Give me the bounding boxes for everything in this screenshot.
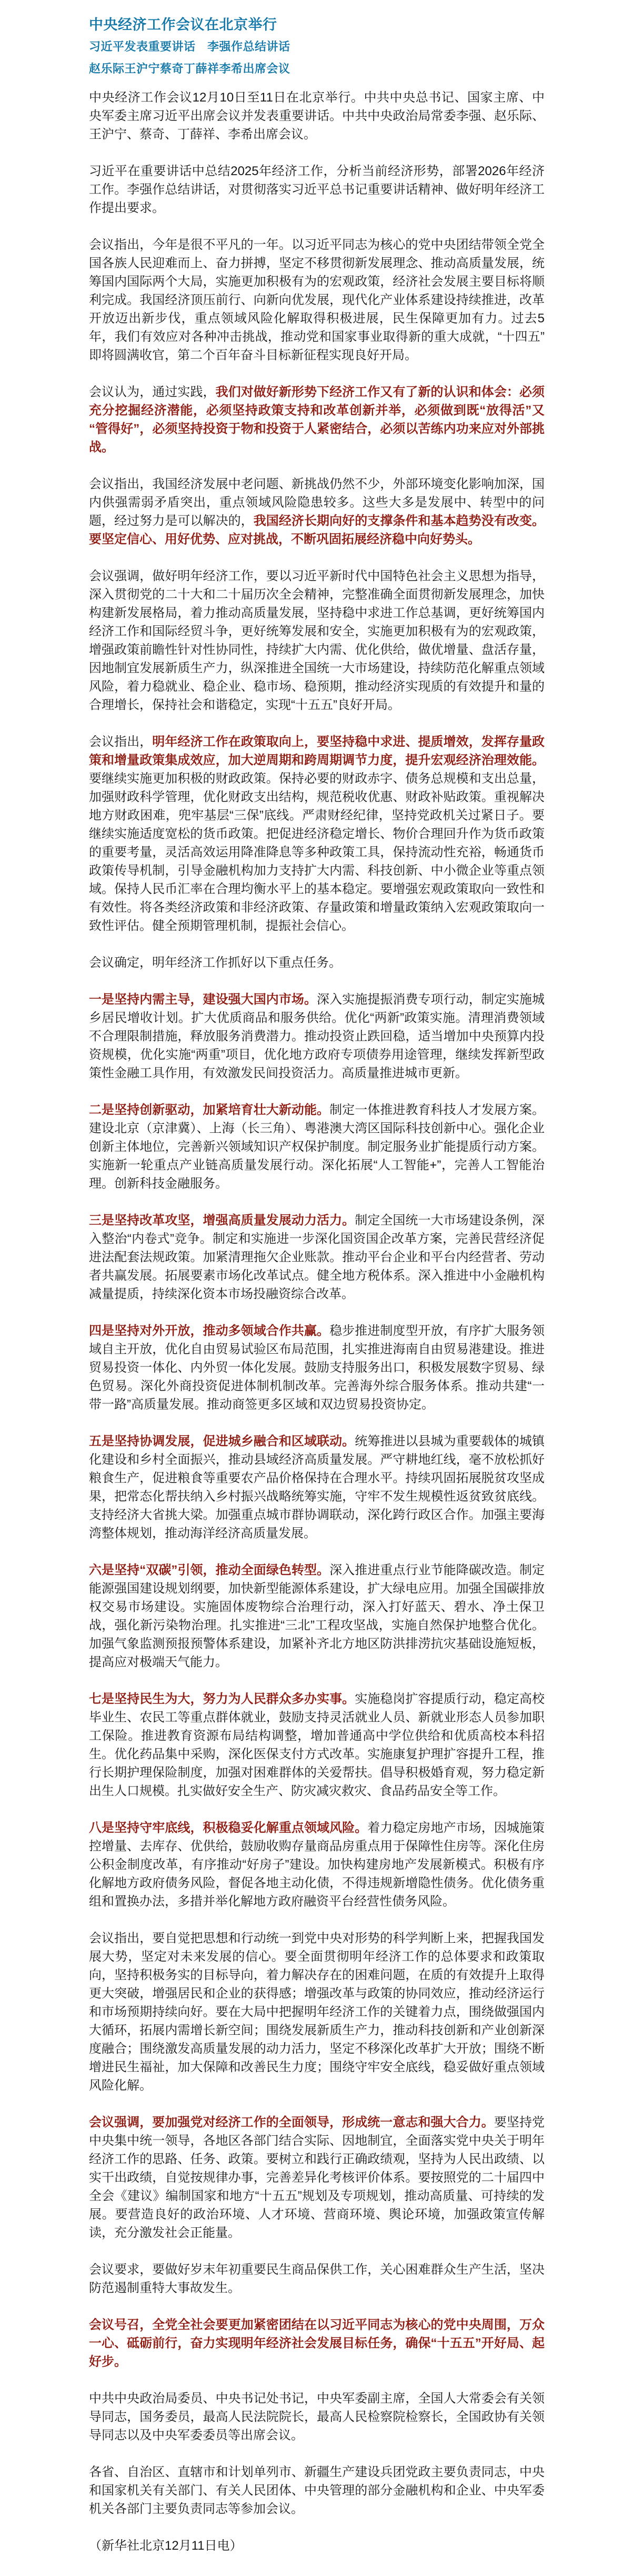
emphasis-segment: 会议号召，全党全社会要更加紧密团结在以习近平同志为核心的党中央周围，万众一心、砥砺前行，奋力实现明年经济社会发展目标任务，确保“十五五”开好局、起好步。 <box>89 2318 545 2369</box>
text-segment: 会议认为，通过实践， <box>89 385 216 399</box>
text-segment: 制定全国统一大市场建设条例，深入整治“内卷式”竞争。制定和实施进一步深化国资国企改革方案，完善民营经济促进法配套法规政策。加紧清理拖欠企业账款。推动平台企业和平台内经营者、劳动者共赢发展。拓展要素市场化改革试点。健全地方税体系。深入推进中小金融机构减量提质，持续深化资本市场投融资综合改革。 <box>89 1213 545 1301</box>
text-segment: 习近平在重要讲话中总结2025年经济工作，分析当前经济形势，部署2026年经济工作。李强作总结讲话，对贯彻落实习近平总书记重要讲话精神、做好明年经济工作提出要求。 <box>89 164 545 215</box>
text-segment: 各省、自治区、直辖市和计划单列市、新疆生产建设兵团党政主要负责同志，中央和国家机关有关部门、有关人民团体、中央管理的部分金融机构和企业、中央军委机关各部门主要负责同志等参加会议。 <box>89 2465 545 2516</box>
emphasis-segment: 三是坚持改革攻坚，增强高质量发展动力活力。 <box>89 1213 355 1228</box>
paragraph <box>89 162 545 217</box>
headline-line: 赵乐际王沪宁蔡奇丁薛祥李希出席会议 <box>89 62 290 75</box>
paragraph <box>89 954 545 972</box>
text-segment: 着力稳定房地产市场，因城施策控增量、去库存、优供给，鼓励收购存量商品房重点用于保障性住房等。深化住房公积金制度改革，有序推动“好房子”建设。加快构建房地产发展新模式。积极有序化解地方政府债务风险，督促各地主动化债，不得违规新增隐性债务。优化债务重组和置换办法，多措并举化解地方政府融资平台经营性债务风险。 <box>89 1821 545 1909</box>
text-segment: 会议指出， <box>89 735 153 749</box>
text-segment: 会议指出，要自觉把思想和行动统一到党中央对形势的科学判断上来，把握我国发展大势，坚定对未来发展的信心。要全面贯彻明年经济工作的总体要求和政策取向，坚持积极务实的目标导向，着力解决存在的困难问题，在质的有效提升上取得更大突破，增强居民和企业的获得感；增强改革与政策的协同效应，推动经济运行和市场预期持续向好。要在大局中把握明年经济工作的关键着力点，围绕做强国内大循环，拓展内需增长新空间；围绕发展新质生产力，推动科技创新和产业创新深度融合；围绕激发高质量发展的动力活力，坚定不移深化改革扩大开放；围绕不断增进民生福祉，加大保障和改善民生力度；围绕守牢安全底线，稳妥做好重点领域风险化解。 <box>89 1931 545 2093</box>
paragraph <box>89 2316 545 2371</box>
paragraph <box>89 733 545 935</box>
emphasis-segment: 一是坚持内需主导，建设强大国内市场。 <box>89 992 317 1007</box>
article-headline <box>89 14 545 80</box>
text-segment: 会议强调，做好明年经济工作，要以习近平新时代中国特色社会主义思想为指导，深入贯彻党的二十大和二十届历次全会精神，完整准确全面贯彻新发展理念，加快构建新发展格局，着力推动高质量发展，坚持稳中求进工作总基调，更好统筹国内经济工作和国际经贸斗争，更好统筹发展和安全，实施更加积极有为的宏观政策，增强政策前瞻性针对性协同性，持续扩大内需、优化供给，做优增量、盘活存量，因地制宜发展新质生产力，纵深推进全国统一大市场建设，持续防范化解重点领域风险，着力稳就业、稳企业、稳市场、稳预期，推动经济实现质的有效提升和量的合理增长，保持社会和谐稳定，实现“十五五”良好开局。 <box>89 569 545 712</box>
paragraph <box>89 2389 545 2445</box>
emphasis-segment: 四是坚持对外开放，推动多领域合作共赢。 <box>89 1324 330 1338</box>
paragraph <box>89 567 545 714</box>
headline-line: 习近平发表重要讲话 李强作总结讲话 <box>89 40 290 53</box>
article-body <box>89 88 545 2555</box>
emphasis-segment: 八是坚持守牢底线，积极稳妥化解重点领域风险。 <box>89 1821 368 1835</box>
paragraph <box>89 236 545 364</box>
text-segment: 稳步推进制度型开放，有序扩大服务领域自主开放，优化自由贸易试验区布局范围，扎实推进海南自由贸易港建设。推进贸易投资一体化、内外贸一体化发展。鼓励支持服务出口，积极发展数字贸易、绿色贸易。深化外商投资促进体制机制改革。完善海外综合服务体系。推动共建“一带一路”高质量发展。推动商签更多区域和双边贸易投资协定。 <box>89 1324 545 1412</box>
paragraph <box>89 1322 545 1414</box>
paragraph <box>89 2113 545 2242</box>
paragraph <box>89 1819 545 1911</box>
text-segment: 中央经济工作会议12月10日至11日在北京举行。中共中央总书记、国家主席、中央军委主席习近平出席会议并发表重要讲话。中共中央政治局常委李强、赵乐际、王沪宁、蔡奇、丁薛祥、李希出席会议。 <box>89 90 545 141</box>
paragraph <box>89 2463 545 2518</box>
text-segment: 实施稳岗扩容提质行动，稳定高校毕业生、农民工等重点群体就业，鼓励支持灵活就业人员、新就业形态人员参加职工保险。推进教育资源布局结构调整，增加普通高中学位供给和优质高校本科招生。优化药品集中采购，深化医保支付方式改革。实施康复护理扩容提升工程，推行长期护理保险制度，加强对困难群体的关爱帮扶。倡导积极婚育观，努力稳定新出生人口规模。扎实做好安全生产、防灾减灾救灾、食品药品安全等工作。 <box>89 1692 545 1798</box>
text-segment: 要继续实施更加积极的财政政策。保持必要的财政赤字、债务总规模和支出总量，加强财政科学管理，优化财政支出结构，规范税收优惠、财政补贴政策。重视解决地方财政困难，兜牢基层“三保”底线。严肃财经纪律，坚持党政机关过紧日子。要继续实施适度宽松的货币政策。把促进经济稳定增长、物价合理回升作为货币政策的重要考量，灵活高效运用降准降息等多种政策工具，保持流动性充裕，畅通货币政策传导机制，引导金融机构加力支持扩大内需、科技创新、中小微企业等重点领域。保持人民币汇率在合理均衡水平上的基本稳定。要增强宏观政策取向一致性和有效性。将各类经济政策和非经济政策、存量政策和增量政策纳入宏观政策取向一致性评估。健全预期管理机制，提振社会信心。 <box>89 772 545 933</box>
emphasis-segment: 七是坚持民生为大，努力为人民群众多办实事。 <box>89 1692 355 1706</box>
paragraph <box>89 1561 545 1671</box>
emphasis-segment: 六是坚持“双碳”引领，推动全面绿色转型。 <box>89 1563 330 1577</box>
text-segment: 深入推进重点行业节能降碳改造。制定能源强国建设规划纲要，加快新型能源体系建设，扩大绿电应用。加强全国碳排放权交易市场建设。实施固体废物综合治理行动，深入打好蓝天、碧水、净土保卫战，强化新污染物治理。扎实推进“三北”工程攻坚战，实施自然保护地整合优化。加强气象监测预报预警体系建设，加紧补齐北方地区防洪排涝抗灾基础设施短板，提高应对极端天气能力。 <box>89 1563 545 1669</box>
emphasis-segment: 二是坚持创新驱动，加紧培育壮大新动能。 <box>89 1103 330 1117</box>
emphasis-segment: 五是坚持协调发展，促进城乡融合和区域联动。 <box>89 1434 355 1448</box>
emphasis-segment: 明年经济工作在政策取向上，要坚持稳中求进、提质增效，发挥存量政策和增量政策集成效应，加大逆周期和跨周期调节力度，提升宏观经济治理效能。 <box>89 735 545 767</box>
text-segment: 要坚持党中央集中统一领导，各地区各部门结合实际、因地制宜，全面落实党中央关于明年经济工作的思路、任务、政策。要树立和践行正确政绩观，坚持为人民出政绩、以实干出政绩，自觉按规律办事，完善差异化考核评价体系。要按照党的二十届四中全会《建议》编制国家和地方“十五五”规划及专项规划，推动高质量、可持续的发展。要营造良好的政治环境、人才环境、营商环境、舆论环境，加强政策宣传解读，充分激发社会正能量。 <box>89 2115 545 2240</box>
paragraph <box>89 1690 545 1800</box>
paragraph <box>89 88 545 144</box>
paragraph <box>89 1929 545 2095</box>
text-segment: 会议要求，要做好岁末年初重要民生商品保供工作，关心困难群众生产生活，坚决防范遏制重特大事故发生。 <box>89 2263 545 2295</box>
text-segment: 深入实施提振消费专项行动，制定实施城乡居民增收计划。扩大优质商品和服务供给。优化“两新”政策实施。清理消费领域不合理限制措施，释放服务消费潜力。推动投资止跌回稳，适当增加中央预算内投资规模，优化实施“两重”项目，优化地方政府专项债券用途管理，继续发挥新型政策性金融工具作用，有效激发民间投资活力。高质量推进城市更新。 <box>89 992 545 1080</box>
paragraph <box>89 1432 545 1543</box>
emphasis-segment: 会议强调，要加强党对经济工作的全面领导，形成统一意志和强大合力。 <box>89 2115 494 2129</box>
text-segment: 制定一体推进教育科技人才发展方案。建设北京（京津冀）、上海（长三角）、粤港澳大湾区国际科技创新中心。强化企业创新主体地位，完善新兴领域知识产权保护制度。制定服务业扩能提质行动方案。实施新一轮重点产业链高质量发展行动。深化拓展“人工智能+”，完善人工智能治理。创新科技金融服务。 <box>89 1103 545 1191</box>
emphasis-segment: 我们对做好新形势下经济工作又有了新的认识和体会：必须充分挖掘经济潜能，必须坚持政策支持和改革创新并举，必须做到既“放得活”又“管得好”，必须坚持投资于物和投资于人紧密结合，必须以苦练内功来应对外部挑战。 <box>89 385 545 454</box>
text-segment: 中共中央政治局委员、中央书记处书记，中央军委副主席，全国人大常委会有关领导同志，国务委员，最高人民法院院长，最高人民检察院检察长，全国政协有关领导同志以及中央军委委员等出席会议。 <box>89 2391 545 2442</box>
text-segment: （新华社北京12月11日电） <box>89 2539 243 2553</box>
text-segment: 统筹推进以县城为重要载体的城镇化建设和乡村全面振兴，推动县域经济高质量发展。严守耕地红线，毫不放松抓好粮食生产，促进粮食等重要农产品价格保持在合理水平。持续巩固拓展脱贫攻坚成果，把常态化帮扶纳入乡村振兴战略统筹实施，守牢不发生规模性返贫致贫底线。支持经济大省挑大梁。加强重点城市群协调联动，深化跨行政区合作。加强主要海湾整体规划，推动海洋经济高质量发展。 <box>89 1434 545 1540</box>
paragraph <box>89 475 545 549</box>
headline-line: 中央经济工作会议在北京举行 <box>89 17 277 33</box>
text-segment: 会议确定，明年经济工作抓好以下重点任务。 <box>89 956 341 970</box>
paragraph <box>89 2260 545 2297</box>
paragraph <box>89 990 545 1082</box>
text-segment: 会议指出，今年是很不平凡的一年。以习近平同志为核心的党中央团结带领全党全国各族人民迎难而上、奋力拼搏，坚定不移贯彻新发展理念、推动高质量发展，统筹国内国际两个大局，实施更加积极有为的宏观政策，经济社会发展主要目标将顺利完成。我国经济顶压前行、向新向优发展，现代化产业体系建设持续推进，改革开放迈出新步伐，重点领域风险化解取得积极进展，民生保障更加有力。过去5年，我们有效应对各种冲击挑战，推动党和国家事业取得新的重大成就，“十四五”即将圆满收官，第二个百年奋斗目标新征程实现良好开局。 <box>89 238 545 362</box>
paragraph <box>89 2537 545 2555</box>
paragraph <box>89 1211 545 1303</box>
emphasis-segment: 我国经济长期向好的支撑条件和基本趋势没有改变。要坚定信心、用好优势、应对挑战，不断巩固拓展经济稳中向好势头。 <box>89 514 545 546</box>
paragraph <box>89 383 545 457</box>
paragraph <box>89 1101 545 1193</box>
text-segment: 会议指出，我国经济发展中老问题、新挑战仍然不少，外部环境变化影响加深，国内供强需弱矛盾突出，重点领域风险隐患较多。这些大多是发展中、转型中的问题，经过努力是可以解决的， <box>89 477 545 528</box>
